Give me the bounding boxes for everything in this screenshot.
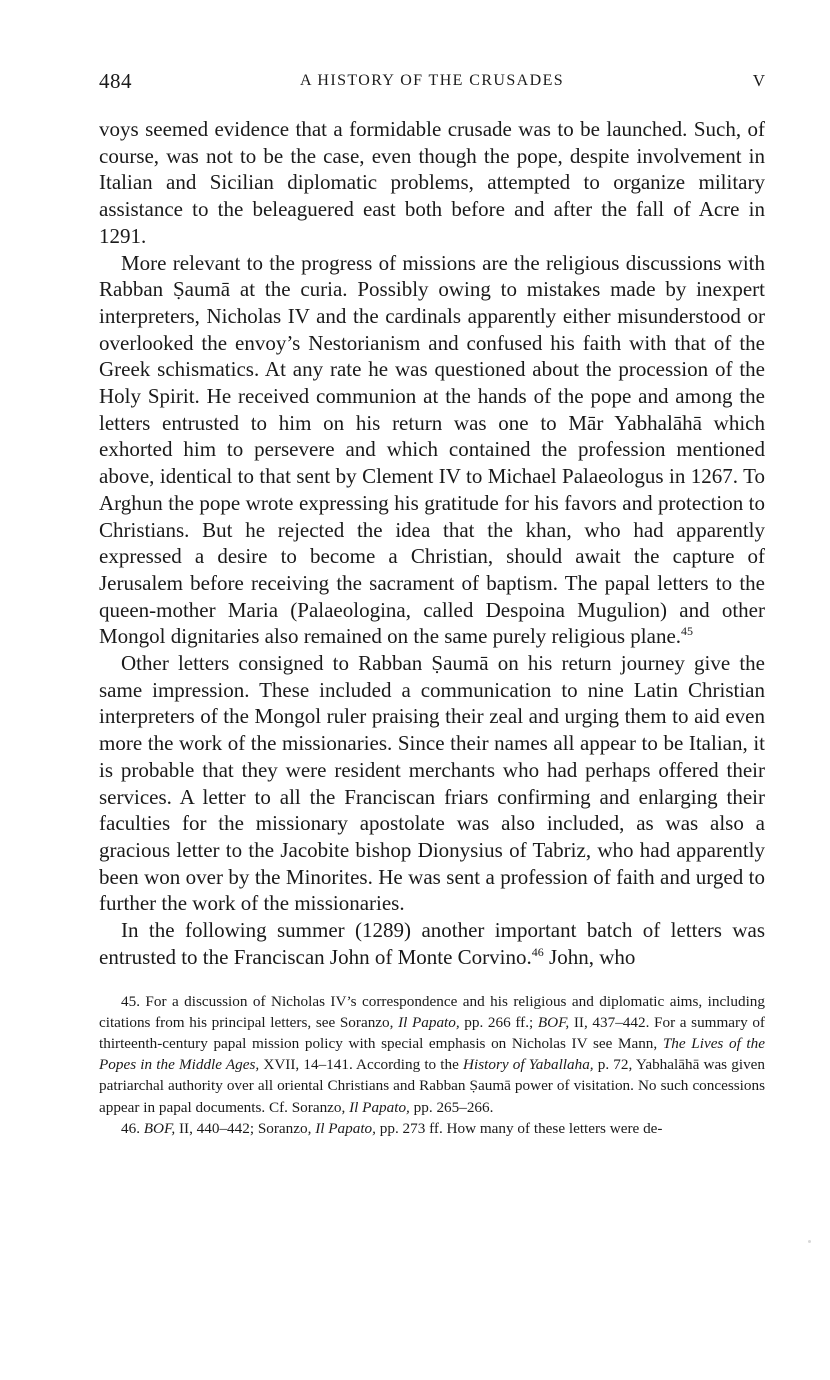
- footnote-text: 46.: [121, 1119, 144, 1137]
- footnotes: [99, 991, 765, 1139]
- footnote-title: Il Papato,: [398, 1013, 460, 1031]
- footnote-text: II, 437–442. For a summary of thirteenth-century papal mission policy with special emphasis on Nicholas IV see Mann,: [99, 1013, 765, 1052]
- page-number: 484: [99, 69, 132, 93]
- footnote-ref-46: 46: [531, 944, 544, 959]
- scan-speck: [808, 1240, 811, 1243]
- paragraph-text: More relevant to the progress of missions are the religious discussions with Rabban Ṣaumā at the curia. Possibly owing to mistakes made by inexpert interpreters, Nicholas IV and the cardinals apparently either misunderstood or overlooked the envoy’s Nestorianism and confused his faith with that of the Greek schismatics. At any rate he was questioned about the procession of the Holy Spirit. He received communion at the hands of the pope and among the letters entrusted to him on his return was one to Mār Yabhalāhā which exhorted him to persevere and which contained the profession mentioned above, identical to that sent by Clement IV to Michael Palaeologus in 1267. To Arghun the pope wrote expressing his gratitude for his favors and protection to Christians. But he rejected the idea that the khan, who had apparently expressed a desire to become a Christian, should await the capture of Jerusalem before receiving the sacrament of baptism. The papal letters to the queen-mother Maria (Palaeologina, called Despoina Mugulion) and other Mongol dignitaries also remained on the same purely religious plane.: [99, 250, 765, 649]
- footnote-text: II, 440–442; Soranzo,: [175, 1119, 316, 1137]
- footnote-title: Il Papato,: [315, 1119, 376, 1137]
- footnote-title: Il Papato,: [349, 1098, 410, 1116]
- book-page: [99, 66, 765, 1139]
- volume-number: V: [752, 71, 765, 90]
- footnote-46: [99, 1118, 765, 1139]
- paragraph: [99, 917, 765, 970]
- running-title: A HISTORY OF THE CRUSADES: [299, 72, 565, 89]
- footnote-text: 45. For a discussion of Nicholas IV’s correspondence and his religious and diplomatic aims, including citations from his principal letters, see Soranzo,: [99, 992, 765, 1031]
- paragraph: Other letters consigned to Rabban Ṣaumā on his return journey give the same impression. These included a communication to nine Latin Christian interpreters of the Mongol ruler praising their zeal and urging them to aid even more the work of the missionaries. Since their names all appear to be Italian, it is probable that they were resident merchants who had perhaps offered their services. A letter to all the Franciscan friars confirming and enlarging their faculties for the missionary apostolate was also included, as was also a gracious letter to the Jacobite bishop Dionysius of Tabriz, who had apparently been won over by the Minorites. He was sent a profession of faith and urged to further the work of the missionaries.: [99, 651, 765, 916]
- footnote-title: BOF,: [143, 1119, 176, 1137]
- paragraph-text-end: John, who: [543, 944, 636, 969]
- paragraph: [99, 250, 765, 651]
- footnote-text: pp. 266 ff.;: [459, 1013, 538, 1031]
- footnote-text: pp. 265–266.: [409, 1098, 494, 1116]
- paragraph-continued: voys seemed evidence that a formidable crusade was to be launched. Such, of course, was not to be the case, even though the pope, despite involvement in Italian and Sicilian diplomatic problems, attempted to organize military assistance to the beleaguered east both before and after the fall of Acre in 1291.: [99, 117, 765, 248]
- footnote-text: XVII, 14–141. According to the: [259, 1056, 464, 1074]
- footnote-45: [99, 991, 765, 1118]
- running-head: [99, 66, 765, 96]
- footnote-text: pp. 273 ff. How many of these letters were de-: [375, 1119, 663, 1137]
- footnote-ref-45: 45: [681, 624, 694, 639]
- footnote-title: History of Yaballaha,: [463, 1056, 594, 1074]
- footnote-title: BOF,: [537, 1013, 570, 1031]
- footnote-text: p. 72, Yabhalāhā was given patriarchal authority over all oriental Christians and Rabban Ṣaumā power of visitation. No such concessions appear in papal documents. Cf. Soranzo,: [99, 1056, 765, 1116]
- footnote-title: The Lives of the Popes in the Middle Ages,: [99, 1034, 765, 1074]
- body-text: [99, 116, 765, 971]
- paragraph-text: In the following summer (1289) another important batch of letters was entrusted to the Franciscan John of Monte Corvino.: [99, 918, 765, 969]
